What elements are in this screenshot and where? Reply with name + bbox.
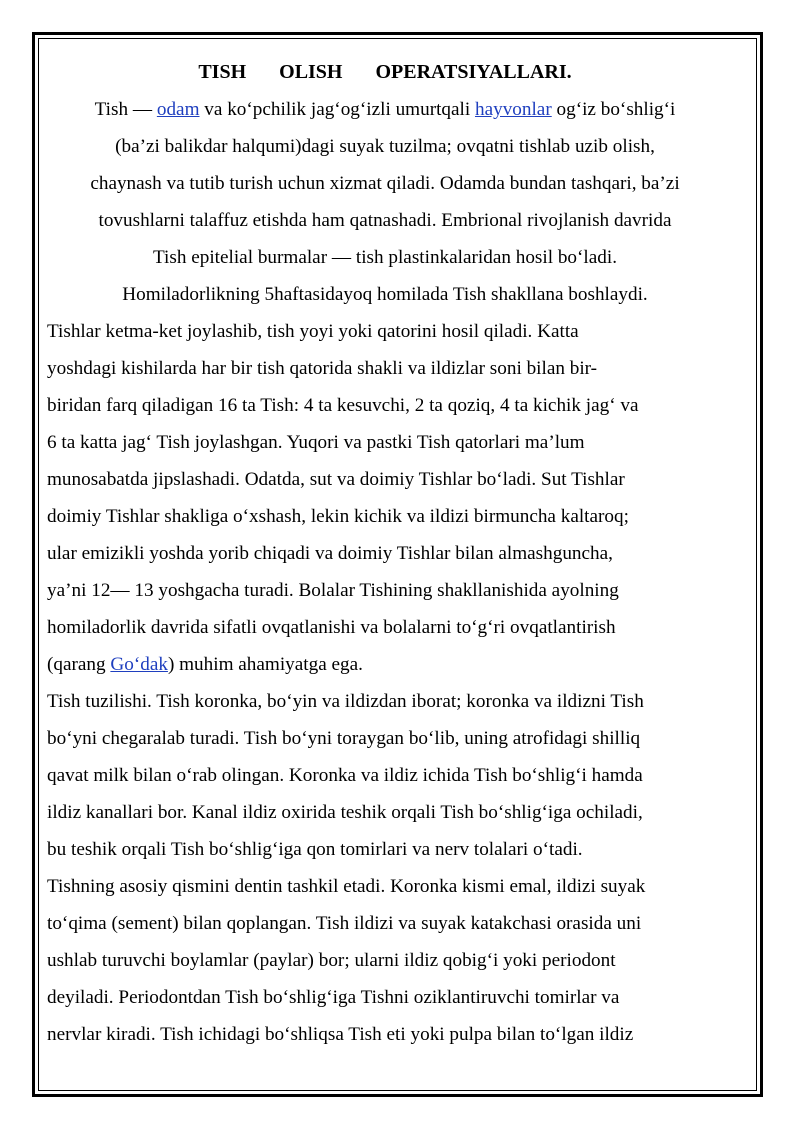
document-body (47, 54, 723, 1053)
structure-line: deyiladi. Periodontdan Tish bo‘shlig‘iga Tishni oziklantiruvchi tomirlar va (47, 987, 620, 1008)
body-line: homiladorlik davrida sifatli ovqatlanishi va bolalarni to‘g‘ri ovqatlantirish (47, 617, 616, 638)
intro-line: Homiladorlikning 5haftasidayoq homilada Tish shakllana boshlaydi. (122, 284, 648, 305)
body-line: ular emizikli yoshda yorib chiqadi va doimiy Tishlar bilan almashguncha, (47, 543, 613, 564)
body-line: munosabatda jipslashadi. Odatda, sut va doimiy Tishlar bo‘ladi. Sut Tishlar (47, 469, 625, 490)
body-line: doimiy Tishlar shakliga o‘xshash, lekin kichik va ildizi birmuncha kaltaroq; (47, 506, 629, 527)
body-line: Tishlar ketma-ket joylashib, tish yoyi yoki qatorini hosil qiladi. Katta (47, 321, 579, 342)
body-line: ya’ni 12— 13 yoshgacha turadi. Bolalar Tishining shakllanishida ayolning (47, 580, 619, 601)
structure-line: bu teshik orqali Tish bo‘shlig‘iga qon tomirlari va nerv tolalari o‘tadi. (47, 839, 583, 860)
body-line: 6 ta katta jag‘ Tish joylashgan. Yuqori va pastki Tish qatorlari ma’lum (47, 432, 585, 453)
intro-text: Tish — (94, 99, 157, 120)
intro-text: va ko‘pchilik jag‘og‘izli umurtqali (199, 99, 475, 120)
structure-line: ildiz kanallari bor. Kanal ildiz oxirida teshik orqali Tish bo‘shlig‘iga ochiladi, (47, 802, 643, 823)
intro-line (47, 91, 723, 128)
link-hayvonlar[interactable]: hayvonlar (474, 99, 552, 120)
body-line: biridan farq qiladigan 16 ta Tish: 4 ta kesuvchi, 2 ta qoziq, 4 ta kichik jag‘ va (47, 395, 639, 416)
link-godak[interactable]: Go‘dak (110, 654, 168, 675)
godak-line (47, 646, 723, 683)
body-text: ) muhim ahamiyatga ega. (167, 654, 363, 675)
structure-line: nervlar kiradi. Tish ichidagi bo‘shliqsa Tish eti yoki pulpa bilan to‘lgan ildiz (47, 1024, 634, 1045)
body-text: (qarang (47, 654, 111, 675)
structure-line: bo‘yni chegaralab turadi. Tish bo‘yni toraygan bo‘lib, uning atrofidagi shilliq (47, 728, 641, 749)
structure-line: Tish tuzilishi. Tish koronka, bo‘yin va ildizdan iborat; koronka va ildizni Tish (47, 691, 644, 712)
intro-line: tovushlarni talaffuz etishda ham qatnashadi. Embrional rivojlanish davrida (98, 210, 672, 231)
intro-line: chaynash va tutib turish uchun xizmat qiladi. Odamda bundan tashqari, ba’zi (90, 173, 680, 194)
document-title: TISH OLISH OPERATSIYALLARI. (198, 61, 572, 83)
body-line: yoshdagi kishilarda har bir tish qatorida shakli va ildizlar soni bilan bir- (47, 358, 598, 379)
structure-line: qavat milk bilan o‘rab olingan. Koronka va ildiz ichida Tish bo‘shlig‘i hamda (47, 765, 643, 786)
structure-line: Tishning asosiy qismini dentin tashkil etadi. Koronka kismi emal, ildizi suyak (47, 876, 646, 897)
intro-text: og‘iz bo‘shlig‘i (551, 99, 676, 120)
intro-line: Tish epitelial burmalar — tish plastinkalaridan hosil bo‘ladi. (153, 247, 617, 268)
link-odam[interactable]: odam (156, 99, 200, 120)
structure-line: ushlab turuvchi boylamlar (paylar) bor; ularni ildiz qobig‘i yoki periodont (47, 950, 616, 971)
structure-line: to‘qima (sement) bilan qoplangan. Tish ildizi va suyak katakchasi orasida uni (47, 913, 642, 934)
intro-line: (ba’zi balikdar halqumi)dagi suyak tuzilma; ovqatni tishlab uzib olish, (115, 136, 655, 157)
